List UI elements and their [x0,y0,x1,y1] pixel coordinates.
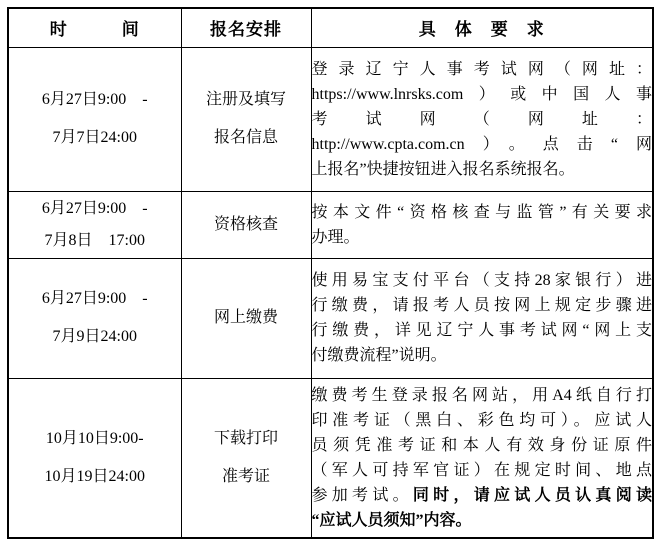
time-line: 6月27日9:00 - [41,91,148,108]
requirement-line-url: http://www.cpta.com.cn）。点击“网 [311,135,652,153]
arrangement-line: 资格核查 [213,215,278,233]
time-line: 6月27日9:00 - [41,290,148,307]
requirement-line: 使用易宝支付平台（支持28家银行）进 [311,272,652,289]
requirement-line: 印准考证（黑白、彩色均可）。应试人 [311,411,652,429]
arrangement-cell [181,47,311,191]
requirement-line: （军人可持军官证）在规定时间、地点 [311,461,652,479]
time-line: 10月10日9:00- [45,429,144,447]
arrangement-line: 准考证 [221,467,270,485]
requirement-line: 登录辽宁人事考试网（网址： [311,60,652,78]
table-header-row [8,8,653,47]
time-cell [8,258,181,378]
time-line: 7月7日24:00 [52,129,137,146]
requirement-line: 按本文件“资格核查与监管”有关要求 [311,203,652,221]
requirement-line: 缴费考生登录报名网站，用A4纸自行打 [311,386,652,404]
requirements-cell [311,191,653,258]
requirement-line-bold: “应试人员须知”内容。 [311,511,472,529]
time-line: 7月9日24:00 [52,328,137,345]
requirement-line: 上报名”快捷按钮进入报名系统报名。 [311,160,575,178]
exam-registration-schedule-table [7,7,654,539]
requirement-line: 员须凭准考证和本人有效身份证原件 [311,436,652,454]
requirement-line: 行缴费，请报考人员按网上规定步骤进 [311,297,652,314]
requirement-line-url: https://www.lnrsks.com）或中国人事 [311,85,652,103]
requirements-cell [311,378,653,538]
arrangement-cell [181,191,311,258]
header-requirements: 具 体 要 求 [311,8,653,47]
time-cell [8,378,181,538]
arrangement-cell [181,378,311,538]
time-cell [8,191,181,258]
arrangement-line: 注册及填写 [205,91,286,108]
requirement-line: 办理。 [311,228,360,246]
requirement-line [312,483,653,508]
requirement-line: 考试网（网址： [311,110,652,128]
header-arrangement: 报名安排 [181,8,311,47]
arrangement-cell [181,258,311,378]
row-online-payment [8,258,653,378]
time-line: 6月27日9:00 - [41,199,148,217]
row-qualification-review [8,191,653,258]
header-time: 时 间 [8,8,181,47]
requirements-cell [311,47,653,191]
requirement-text: 参加考试。 [311,486,413,504]
requirement-line: 行缴费，详见辽宁人事考试网“网上支 [311,322,652,339]
time-line: 10月19日24:00 [44,467,145,485]
time-cell [8,47,181,191]
requirement-text-bold: 同时，请应试人员认真阅读 [412,486,652,504]
arrangement-line: 网上缴费 [213,309,278,326]
requirements-cell [311,258,653,378]
requirement-line: 付缴费流程”说明。 [311,347,447,364]
row-register-info [8,47,653,191]
row-print-admission-ticket [8,378,653,538]
arrangement-line: 报名信息 [213,129,278,146]
time-line: 7月8日 17:00 [44,231,145,249]
arrangement-line: 下载打印 [213,429,278,447]
